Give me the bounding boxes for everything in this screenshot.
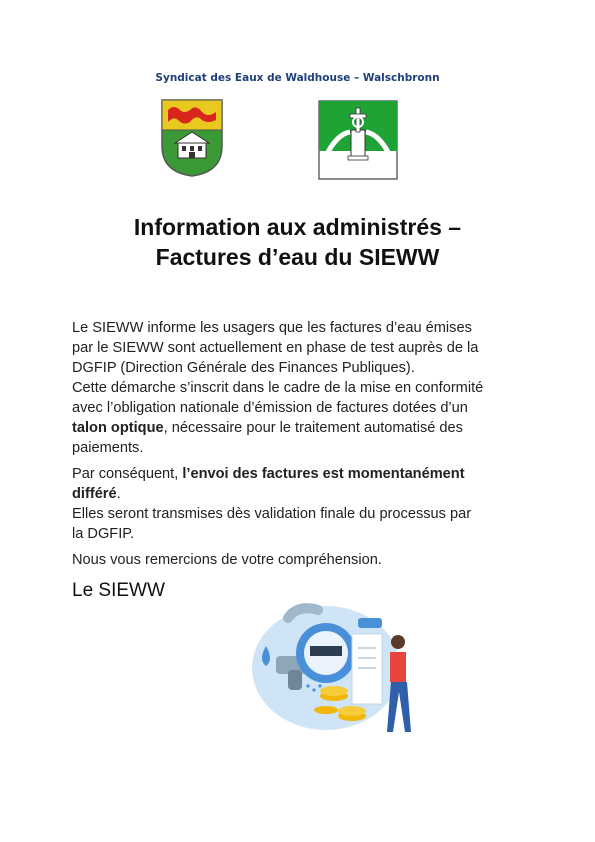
page-title	[0, 212, 595, 272]
title-line-2: Factures d’eau du SIEWW	[155, 244, 440, 270]
title-line-1: Information aux administrés –	[133, 214, 462, 240]
water-meter-billing-illustration-icon	[248, 598, 418, 743]
paragraph2-line1	[72, 464, 532, 484]
paragraph1-line3: DGFIP (Direction Générale des Finances Publiques).	[72, 360, 415, 376]
paragraph2-line1-plain: Par conséquent,	[72, 466, 183, 482]
paragraph2-line1-bold: l’envoi des factures est momentanément	[182, 466, 465, 482]
paragraph2-line2-rest: .	[116, 486, 121, 502]
paragraph1-line6-rest: , nécessaire pour le traitement automatisé des	[163, 420, 463, 436]
paragraph1-line4: Cette démarche s’inscrit dans le cadre de la mise en conformité	[72, 380, 484, 396]
paragraph2-line2-bold: différé	[72, 486, 117, 502]
signature: Le SIEWW	[72, 580, 165, 601]
talon-optique-bold: talon optique	[72, 420, 164, 436]
waldhouse-coat-of-arms-logo	[160, 98, 224, 178]
paragraph2-line3: Elles seront transmises dès validation finale du processus par	[72, 506, 472, 522]
organization-name: Syndicat des Eaux de Waldhouse – Walschbronn	[155, 72, 440, 84]
paragraph1-line1: Le SIEWW informe les usagers que les factures d’eau émises	[72, 320, 472, 336]
paragraph-thanks: Nous vous remercions de votre compréhension.	[72, 552, 382, 568]
paragraph-information	[72, 318, 532, 458]
paragraph2-line4: la DGFIP.	[72, 526, 135, 542]
paragraph1-line5: avec l’obligation nationale d’émission de factures dotées d’un	[72, 400, 468, 416]
paragraph2-line2	[72, 484, 532, 504]
paragraph1-line7: paiements.	[72, 440, 144, 456]
walschbronn-coat-of-arms-logo	[318, 100, 398, 180]
paragraph1-line6	[72, 418, 532, 438]
paragraph-consequence	[72, 464, 532, 544]
paragraph1-line2: par le SIEWW sont actuellement en phase de test auprès de la	[72, 340, 479, 356]
